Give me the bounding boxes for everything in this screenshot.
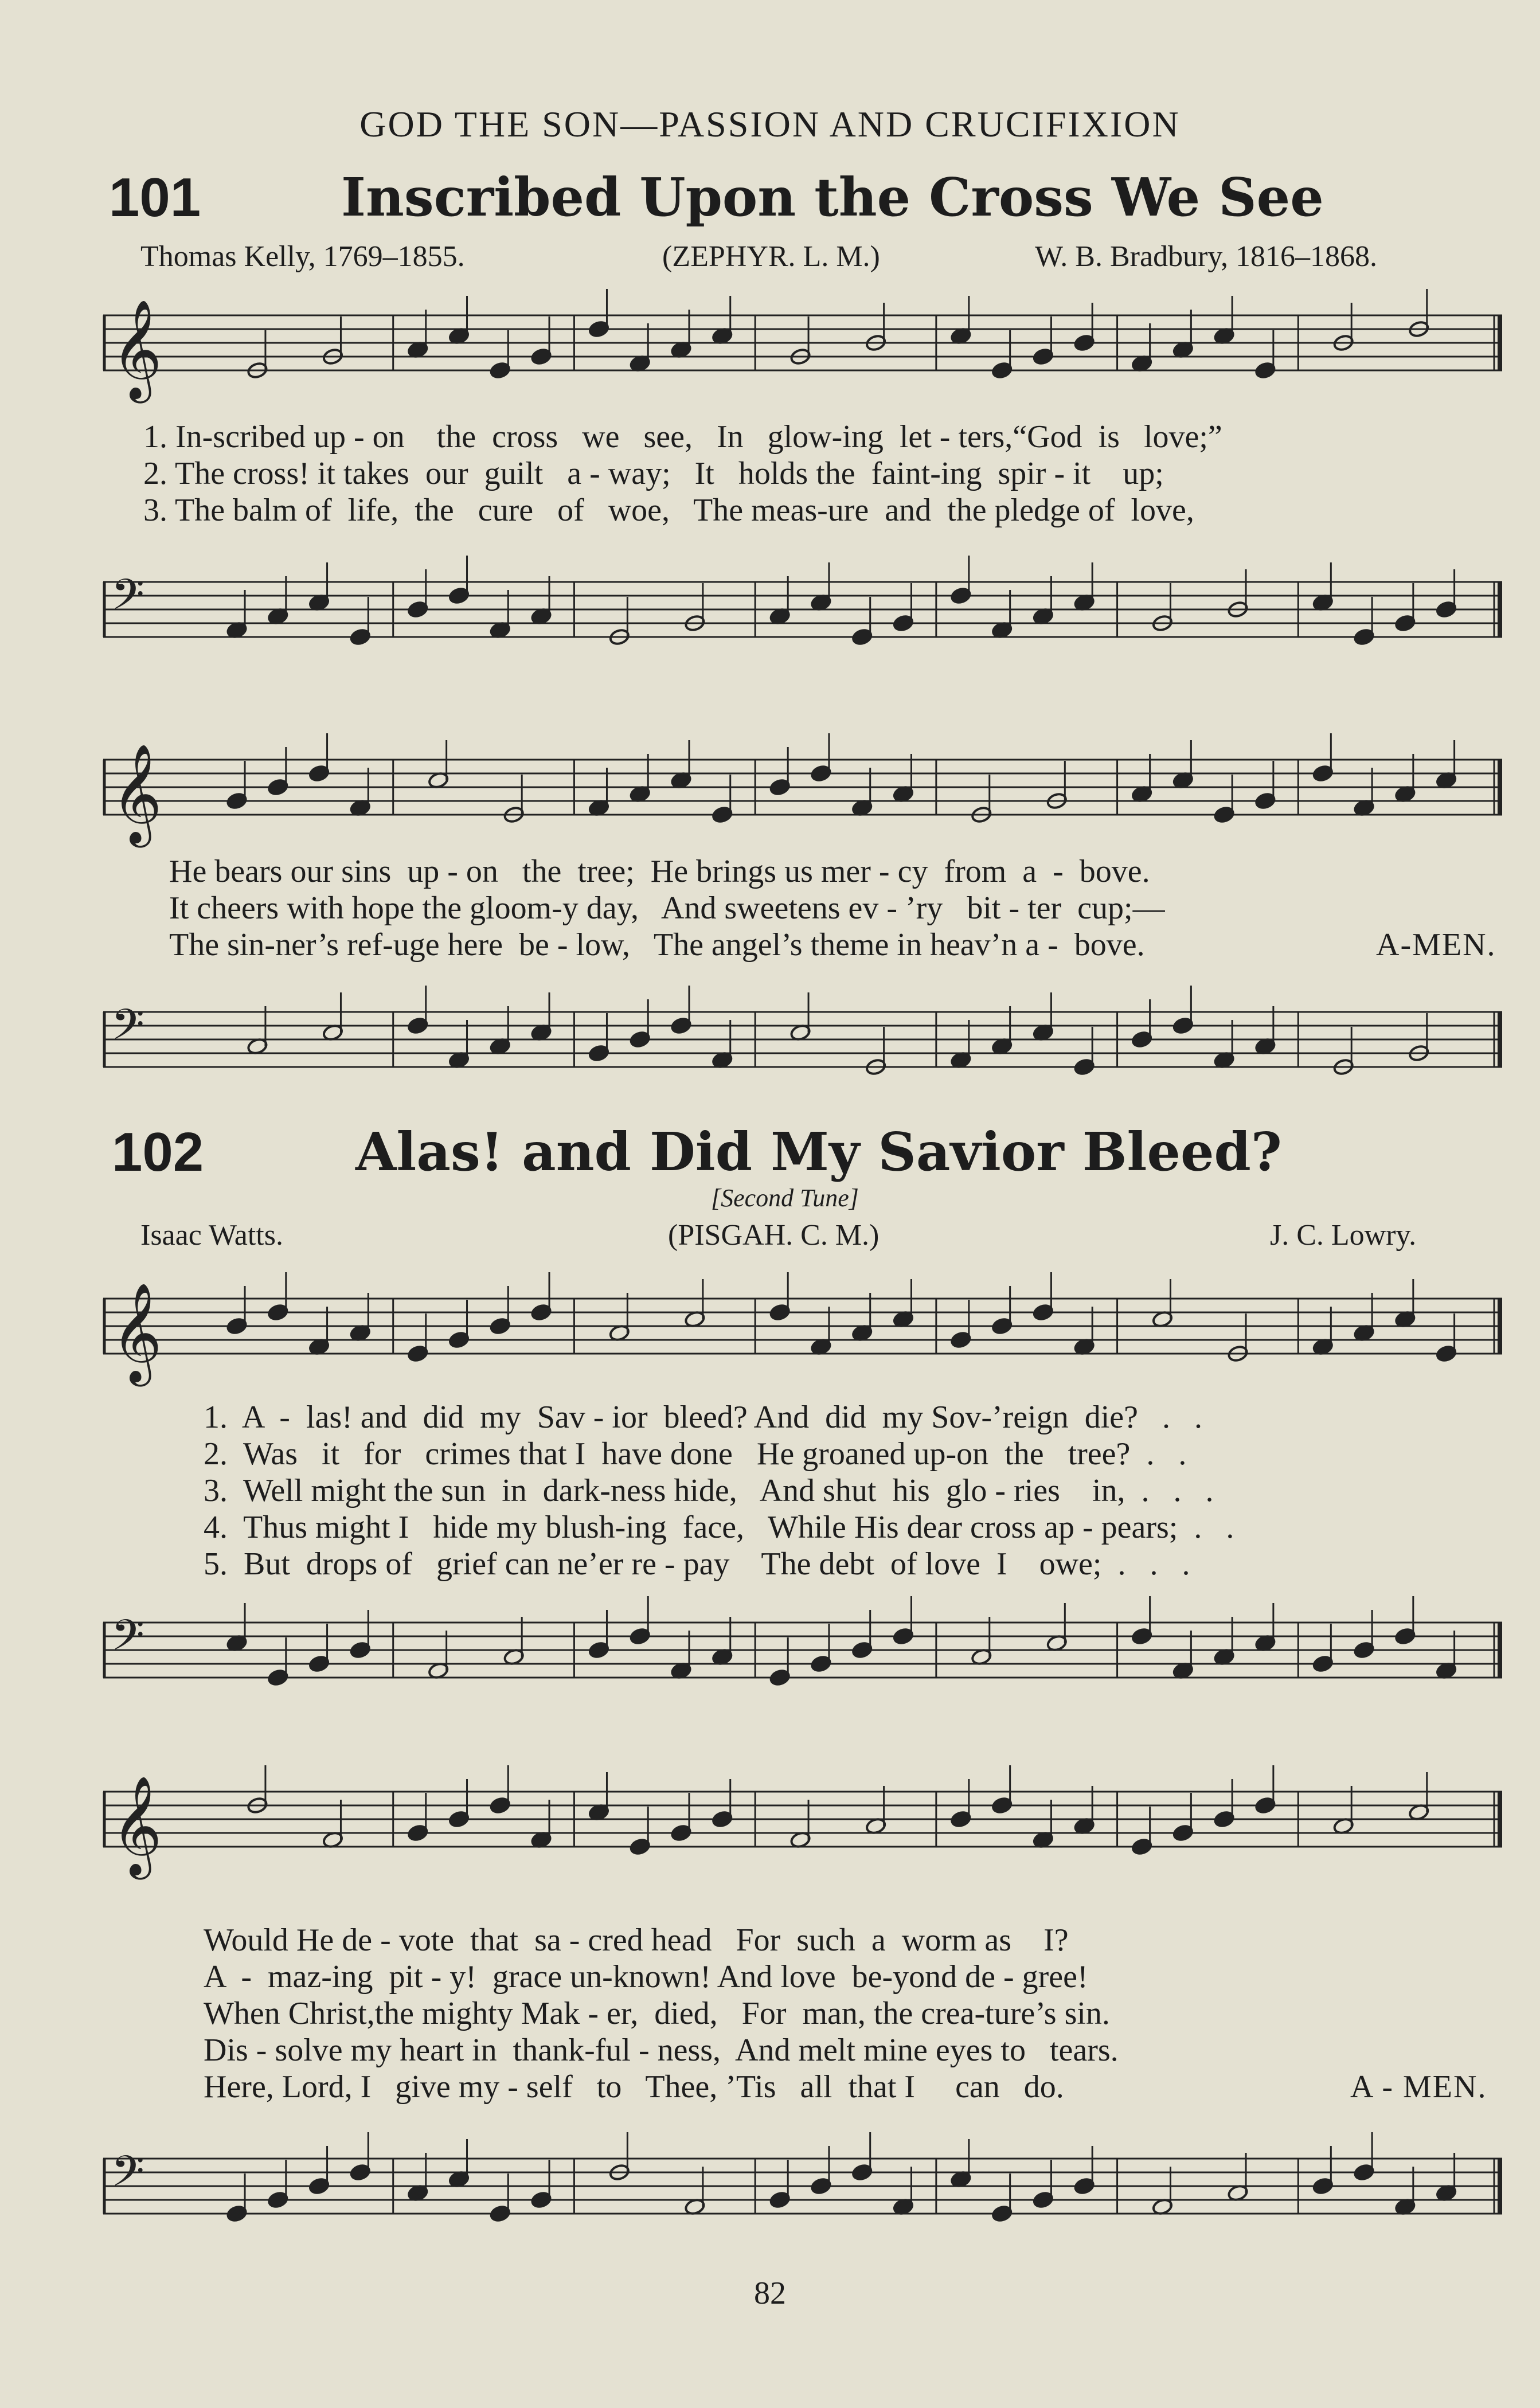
lyric-line: Dis - solve my heart in thank-ful - ness, And melt mine eyes to tears. xyxy=(204,2032,1119,2068)
hymn-composer: J. C. Lowry. xyxy=(1270,1219,1417,1252)
treble-clef: 𝄞 xyxy=(111,1776,162,1875)
lyric-line: 1. In-scribed up - on the cross we see, In glow-ing let - ters,“God is love;” xyxy=(143,419,1222,455)
amen-label: A - MEN. xyxy=(1350,2069,1487,2105)
bass-staff xyxy=(103,2147,1502,2233)
treble-clef: 𝄞 xyxy=(111,1283,162,1382)
hymn-tune: (ZEPHYR. L. M.) xyxy=(662,240,880,273)
treble-staff xyxy=(103,1283,1502,1382)
lyric-line: Here, Lord, I give my - self to Thee, ’Tis all that I can do. xyxy=(204,2069,1064,2105)
hymn-composer: W. B. Bradbury, 1816–1868. xyxy=(1035,240,1378,273)
treble-staff xyxy=(103,1776,1502,1875)
lyric-line: 1. A - las! and did my Sav - ior bleed? And did my Sov-’reign die? . . xyxy=(204,1400,1202,1435)
amen-label: A-MEN. xyxy=(1376,927,1496,963)
lyric-line: 2. The cross! it takes our guilt a - way; It holds the faint-ing spir - it up; xyxy=(143,456,1164,491)
bass-clef: 𝄢 xyxy=(111,1000,144,1060)
hymn-tune: (PISGAH. C. M.) xyxy=(668,1219,880,1252)
hymn-author: Thomas Kelly, 1769–1855. xyxy=(140,240,465,273)
hymn-number: 102 xyxy=(112,1121,204,1183)
lyric-line: 3. The balm of life, the cure of woe, The meas-ure and the pledge of love, xyxy=(143,492,1194,528)
treble-clef: 𝄞 xyxy=(111,299,162,399)
lyric-line: 4. Thus might I hide my blush-ing face, While His dear cross ap - pears; . . xyxy=(204,1510,1234,1545)
bass-staff xyxy=(103,1000,1502,1086)
section-heading: GOD THE SON—PASSION AND CRUCIFIXION xyxy=(359,104,1181,144)
hymn-title: Alas! and Did My Savior Bleed? xyxy=(355,1121,1282,1183)
hymn-number: 101 xyxy=(109,167,201,228)
lyric-line: Would He de - vote that sa - cred head For such a worm as I? xyxy=(204,1922,1069,1958)
lyric-line: The sin-ner’s ref-uge here be - low, The angel’s theme in heav’n a - bove. xyxy=(169,927,1145,963)
hymn-subtitle: [Second Tune] xyxy=(711,1184,859,1212)
lyric-line: When Christ,the mighty Mak - er, died, For man, the crea-ture’s sin. xyxy=(204,1996,1110,2031)
bass-clef: 𝄢 xyxy=(111,570,144,630)
treble-clef: 𝄞 xyxy=(111,744,162,843)
lyric-line: 2. Was it for crimes that I have done He groaned up-on the tree? . . xyxy=(204,1436,1187,1472)
lyric-line: He bears our sins up - on the tree; He brings us mer - cy from a - bove. xyxy=(169,854,1150,889)
bass-staff xyxy=(103,1611,1502,1697)
lyric-line: 3. Well might the sun in dark-ness hide, And shut his glo - ries in, . . . xyxy=(204,1473,1214,1508)
lyric-line: It cheers with hope the gloom-y day, And sweetens ev - ’ry bit - ter cup;— xyxy=(169,890,1165,926)
lyric-line: 5. But drops of grief can ne’er re - pay The debt of love I owe; . . . xyxy=(204,1546,1190,1582)
bass-clef: 𝄢 xyxy=(111,1610,144,1671)
hymn-author: Isaac Watts. xyxy=(140,1219,283,1252)
treble-staff xyxy=(103,744,1502,843)
treble-staff xyxy=(103,299,1502,399)
hymn-title: Inscribed Upon the Cross We See xyxy=(341,166,1324,228)
bass-staff xyxy=(103,570,1502,656)
page-number: 82 xyxy=(754,2276,786,2311)
bass-clef: 𝄢 xyxy=(111,2147,144,2207)
lyric-line: A - maz-ing pit - y! grace un-known! And love be-yond de - gree! xyxy=(204,1959,1088,1995)
